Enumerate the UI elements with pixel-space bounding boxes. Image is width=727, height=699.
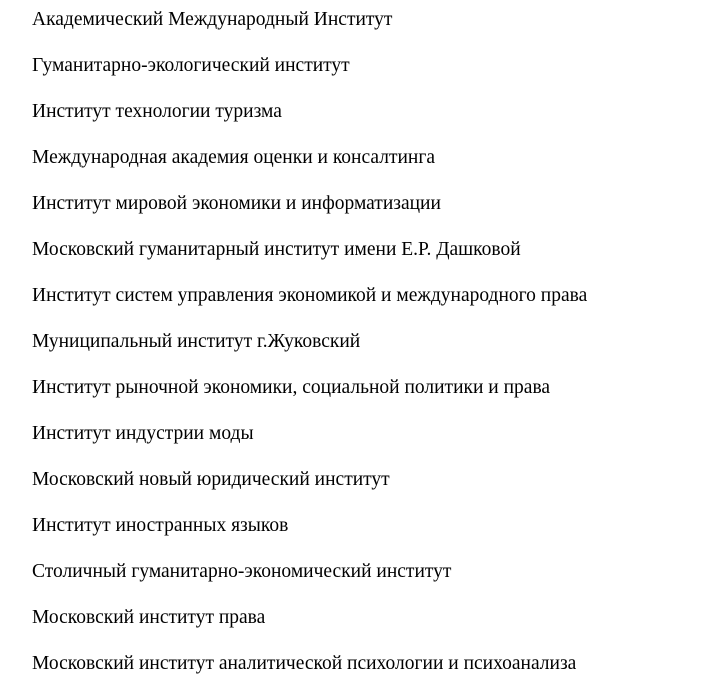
list-item: Московский гуманитарный институт имени Е.Р. Дашковой (32, 239, 521, 260)
list-item: Академический Международный Институт (32, 9, 393, 30)
list-item: Институт систем управления экономикой и международного права (32, 285, 588, 306)
list-item: Московский институт аналитической психологии и психоанализа (32, 653, 577, 674)
list-item: Институт индустрии моды (32, 423, 254, 444)
institutes-list (32, 9, 719, 699)
list-item: Московский новый юридический институт (32, 469, 390, 490)
list-item: Институт рыночной экономики, социальной политики и права (32, 377, 551, 398)
list-item: Муниципальный институт г.Жуковский (32, 331, 361, 352)
list-item: Институт мировой экономики и информатизации (32, 193, 441, 214)
list-item: Столичный гуманитарно-экономический институт (32, 561, 452, 582)
list-item: Московский институт права (32, 607, 266, 628)
list-item: Международная академия оценки и консалтинга (32, 147, 435, 168)
list-item: Институт иностранных языков (32, 515, 289, 536)
list-item: Гуманитарно-экологический институт (32, 55, 350, 76)
list-item: Институт технологии туризма (32, 101, 282, 122)
